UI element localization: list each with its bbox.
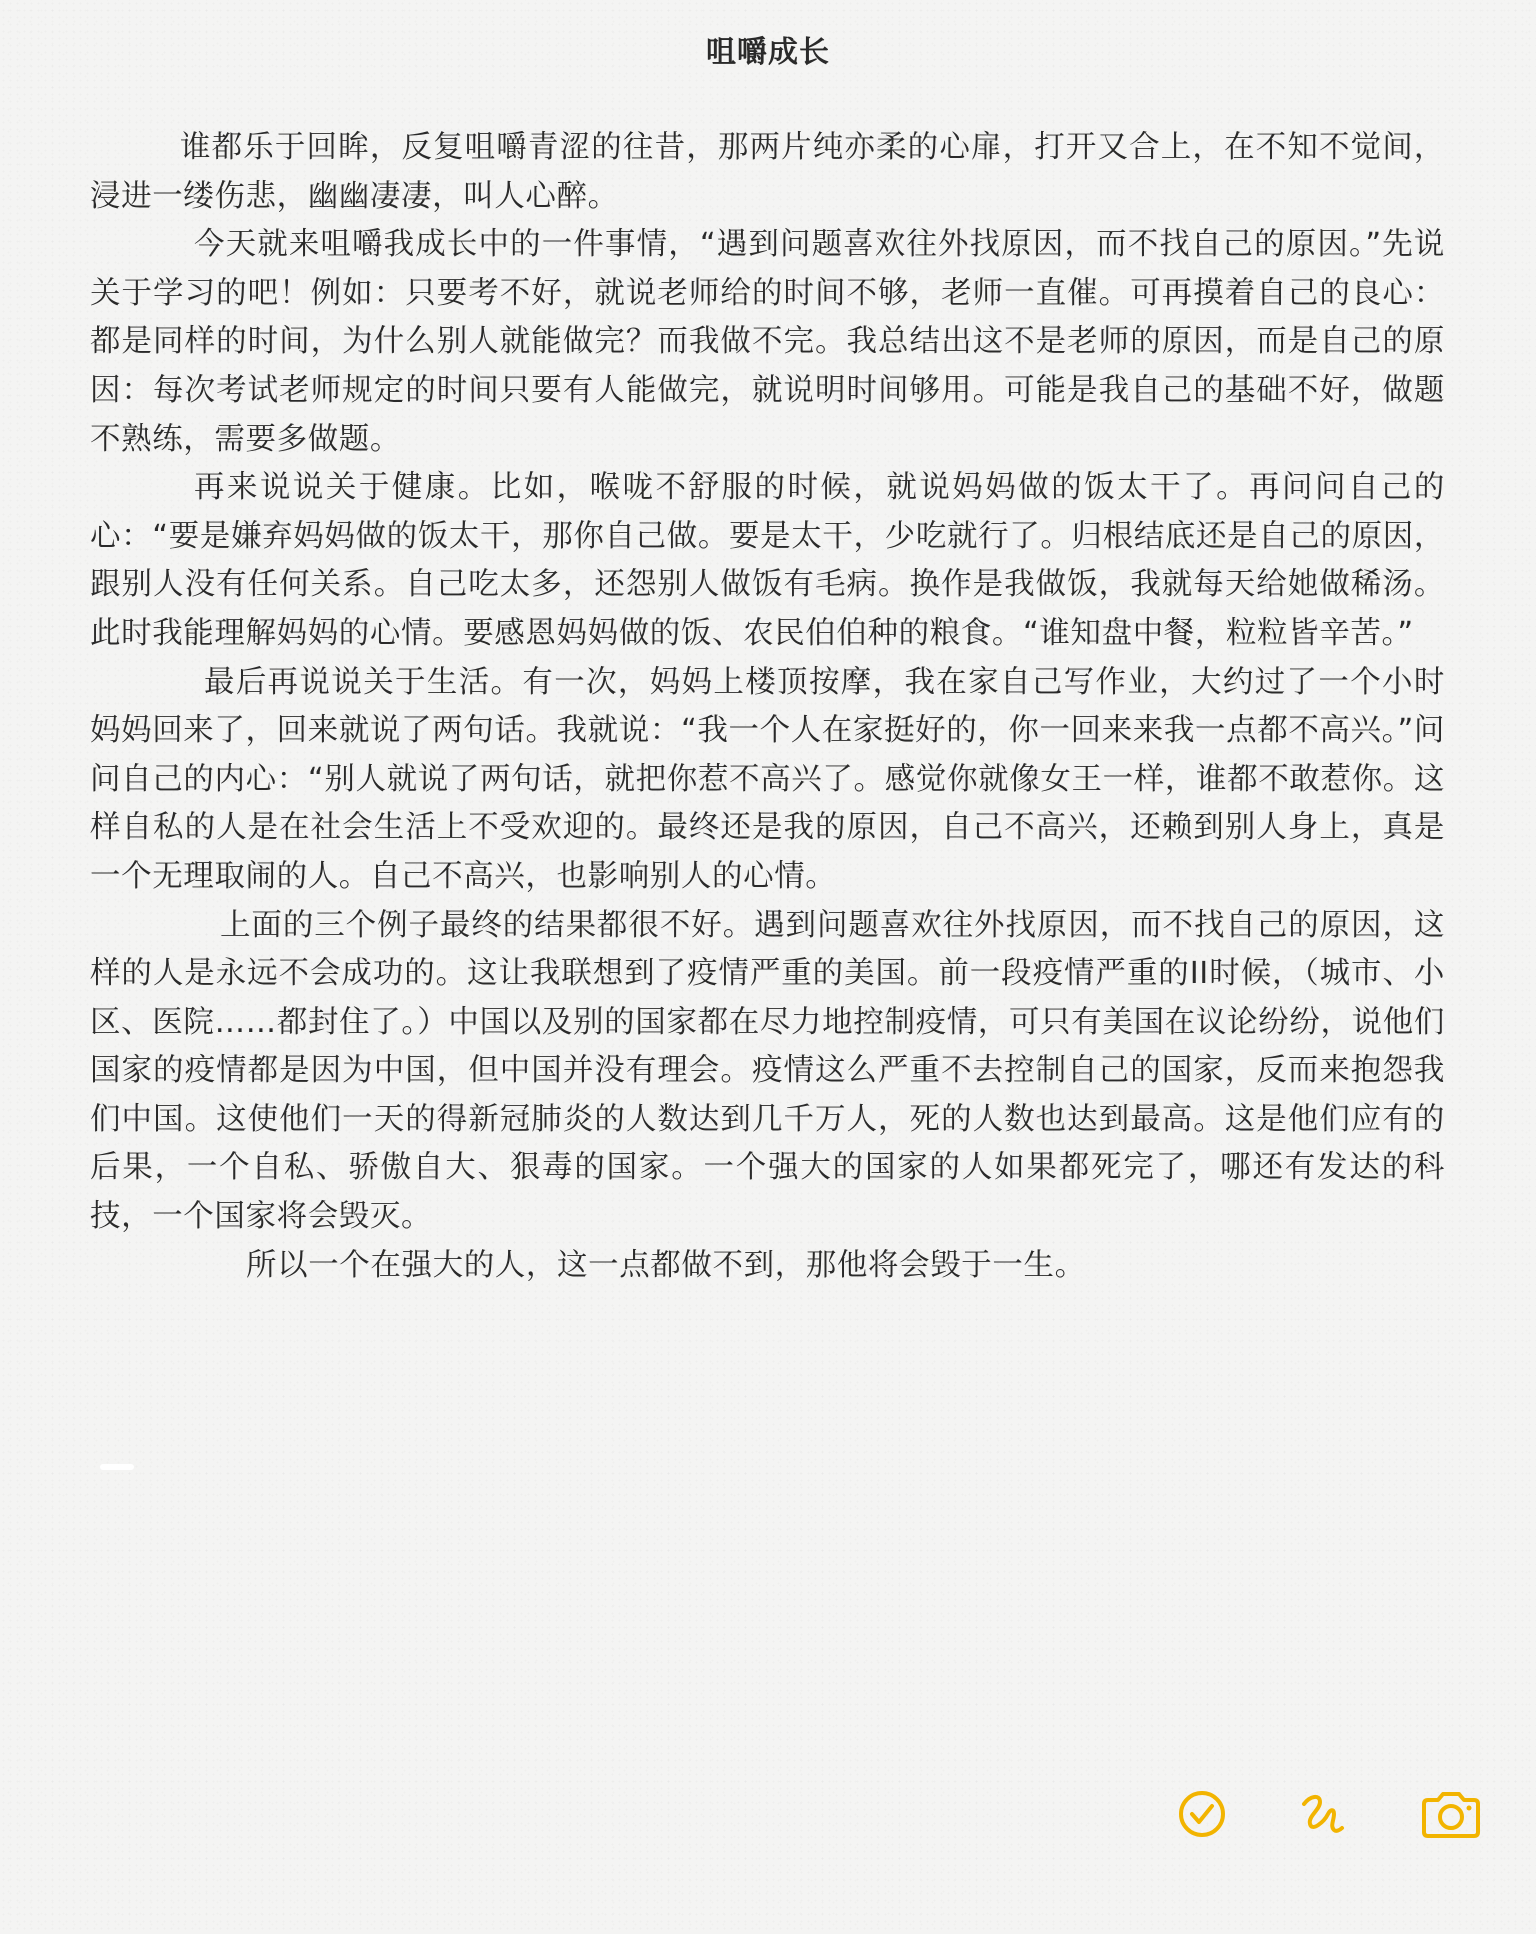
document-body [90, 124, 1445, 1290]
scribble-pen-icon[interactable] [1294, 1786, 1350, 1842]
cursor-mark [100, 1464, 134, 1470]
paragraph-conclusion: 所以一个在强大的人，这一点都做不到，那他将会毁于一生。 [246, 1247, 1086, 1283]
paragraph-life: 最后再说说关于生活。有一次，妈妈上楼顶按摩，我在家自己写作业，大约过了一个小时妈妈回来了，回来就说了两句话。我就说：“我一个人在家挺好的，你一回来来我一点都不高兴。”问问自己的内心：“别人就说了两句话，就把你惹不高兴了。感觉你就像女王一样，谁都不敢惹你。这样自私的人是在社会生活上不受欢迎的。最终还是我的原因，自己不高兴，还赖到别人身上，真是一个无理取闹的人。自己不高兴，也影响别人的心情。 [90, 664, 1445, 894]
document-title: 咀嚼成长 [706, 35, 830, 70]
paragraph-summary: 上面的三个例子最终的结果都很不好。遇到问题喜欢往外找原因，而不找自己的原因，这样的人是永远不会成功的。这让我联想到了疫情严重的美国。前一段疫情严重的II时候，（城市、小区、医院……都封住了。）中国以及别的国家都在尽力地控制疫情，可只有美国在议论纷纷，说他们国家的疫情都是因为中国，但中国并没有理会。疫情这么严重不去控制自己的国家，反而来抱怨我们中国。这使他们一天的得新冠肺炎的人数达到几千万人，死的人数也达到最高。这是他们应有的后果，一个自私、骄傲自大、狠毒的国家。一个强大的国家的人如果都死完了，哪还有发达的科技，一个国家将会毁灭。 [90, 907, 1445, 1235]
paragraph-health: 再来说说关于健康。比如，喉咙不舒服的时候，就说妈妈做的饭太干了。再问问自己的心：“要是嫌弃妈妈做的饭太干，那你自己做。要是太干，少吃就行了。归根结底还是自己的原因，跟别人没有任何关系。自己吃太多，还怨别人做饭有毛病。换作是我做饭，我就每天给她做稀汤。此时我能理解妈妈的心情。要感恩妈妈做的饭、农民伯伯种的粮食。“谁知盘中餐，粒粒皆辛苦。” [90, 470, 1445, 651]
paragraph-study: 今天就来咀嚼我成长中的一件事情，“遇到问题喜欢往外找原因，而不找自己的原因。”先说关于学习的吧！例如：只要考不好，就说老师给的时间不够，老师一直催。可再摸着自己的良心：都是同样的时间，为什么别人就能做完？而我做不完。我总结出这不是老师的原因，而是自己的原因：每次考试老师规定的时间只要有人能做完，就说明时间够用。可能是我自己的基础不好，做题不熟练，需要多做题。 [90, 227, 1445, 457]
paragraph-intro: 谁都乐于回眸，反复咀嚼青涩的往昔，那两片纯亦柔的心扉，打开又合上，在不知不觉间，浸进一缕伤悲，幽幽凄凄，叫人心醉。 [90, 130, 1445, 214]
check-circle-icon[interactable] [1174, 1786, 1230, 1842]
camera-icon[interactable] [1418, 1786, 1484, 1842]
